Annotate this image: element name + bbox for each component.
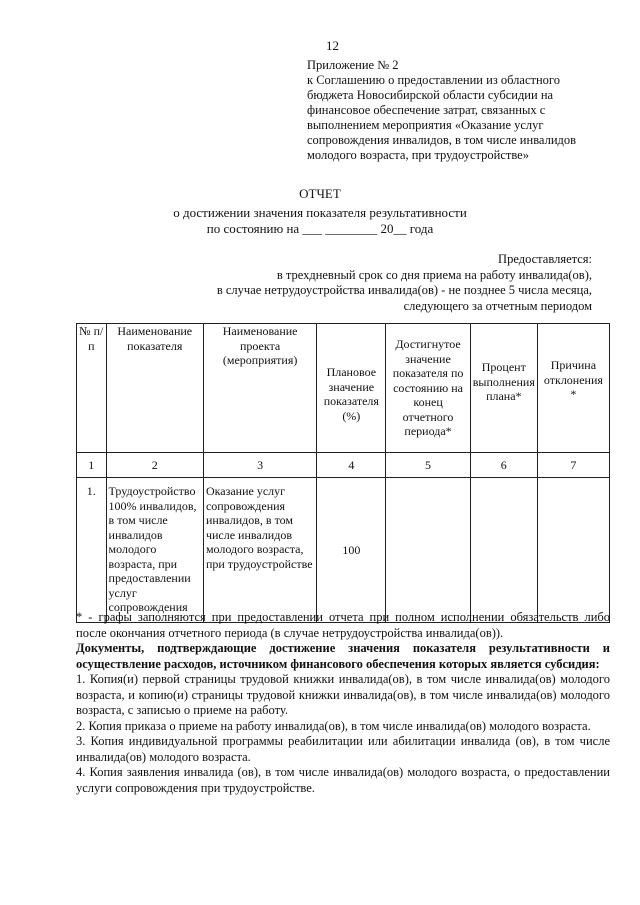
document-item: 1. Копия(и) первой страницы трудовой книжки инвалида(ов), в том числе инвалида(ов) молодого возраста, и копию(и) страницы трудовой книжки инвалида(ов), в том числе инвалида(ов) молодого возраста, с записью о приеме на работу. — [76, 672, 610, 717]
row-achieved-value — [386, 478, 470, 623]
row-indicator: Трудоустройство 100% инвалидов, в том числе инвалидов молодого возраста, при предоставлении услуг сопровождения — [106, 478, 203, 623]
column-number: 2 — [106, 453, 203, 478]
submission-line: следующего за отчетным периодом — [403, 298, 592, 313]
report-subtitle: о достижении значения показателя результативности — [173, 205, 467, 220]
row-percent-value — [470, 478, 537, 623]
report-heading: ОТЧЕТ — [299, 186, 341, 201]
header-cell-project: Наименование проекта (мероприятия) — [203, 324, 316, 453]
appendix-line: к Соглашению о предоставлении из областного — [307, 73, 560, 87]
column-number: 3 — [203, 453, 316, 478]
document-item: 4. Копия заявления инвалида (ов), в том числе инвалида(ов) молодого возраста, о предоставлении услуги сопровождения при трудоустройстве. — [76, 765, 610, 795]
appendix-line: выполнением мероприятия «Оказание услуг — [307, 118, 544, 132]
table-row — [77, 478, 610, 623]
appendix-line: бюджета Новосибирской области субсидии на — [307, 88, 554, 102]
row-plan-value: 100 — [317, 478, 386, 623]
appendix-line: Приложение № 2 — [307, 58, 399, 72]
submission-line: в трехдневный срок со дня приема на работу инвалида(ов), — [276, 267, 592, 282]
row-number: 1. — [77, 478, 107, 623]
column-number: 7 — [537, 453, 609, 478]
appendix-header — [307, 58, 607, 163]
report-date-line: по состоянию на ___ ________ 20__ года — [206, 221, 434, 236]
header-cell-plan: Плановое значение показателя (%) — [317, 324, 386, 453]
table-column-number-row — [77, 453, 610, 478]
appendix-line: сопровождения инвалидов, в том числе инвалидов — [307, 133, 577, 147]
header-cell-indicator: Наименование показателя — [106, 324, 203, 453]
report-table — [76, 323, 610, 623]
row-project: Оказание услуг сопровождения инвалидов, в том числе инвалидов молодого возраста, при трудоустройстве — [203, 478, 316, 623]
document-item: 3. Копия индивидуальной программы реабилитации или абилитации инвалида (ов), в том числе инвалида(ов) молодого возраста. — [76, 734, 610, 764]
column-number: 5 — [386, 453, 470, 478]
column-number: 4 — [317, 453, 386, 478]
documents-heading: Документы, подтверждающие достижение значения показателя результативности и осуществление расходов, источником финансового обеспечения которых является субсидия: — [76, 641, 610, 671]
footnote: * - графы заполняются при предоставлении отчета при полном исполнении обязательств либо после окончания отчетного периода (в случае нетрудоустройства инвалида(ов)). — [76, 610, 610, 640]
submission-line: Предоставляется: — [498, 252, 592, 266]
submission-line: в случае нетрудоустройства инвалида(ов) - не позднее 5 числа месяца, — [216, 283, 592, 297]
header-cell-number: № п/п — [77, 324, 107, 453]
column-number: 6 — [470, 453, 537, 478]
appendix-line: финансовое обеспечение затрат, связанных с — [307, 103, 546, 117]
row-reason-value — [537, 478, 609, 623]
column-number: 1 — [77, 453, 107, 478]
header-cell-achieved: Достигнутое значение показателя по состоянию на конец отчетного периода* — [386, 324, 470, 453]
header-cell-reason: Причина отклонения * — [537, 324, 609, 453]
notes-section — [76, 610, 610, 796]
submission-terms — [217, 252, 592, 314]
appendix-line: молодого возраста, при трудоустройстве» — [307, 148, 529, 162]
document-item: 2. Копия приказа о приеме на работу инвалида(ов), в том числе инвалида(ов) молодого возраста. — [76, 718, 591, 733]
page-number: 12 — [326, 38, 339, 53]
table-header-row — [77, 324, 610, 453]
header-cell-percent: Процент выполнения плана* — [470, 324, 537, 453]
